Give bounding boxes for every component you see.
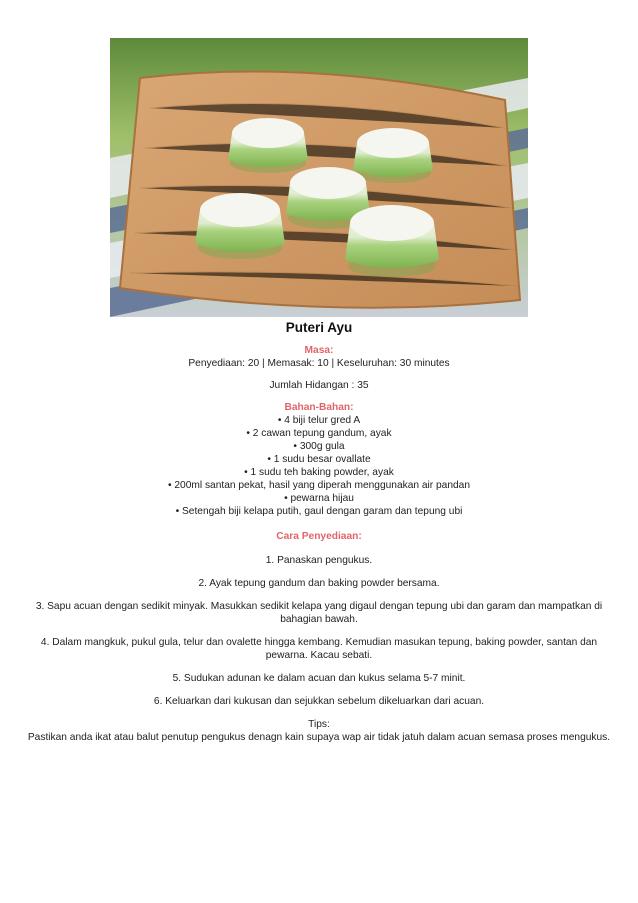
- recipe-title: Puteri Ayu: [285, 320, 353, 335]
- ingredient-item: • 1 sudu teh baking powder, ayak: [244, 467, 394, 478]
- method-step: 4. Dalam mangkuk, pukul gula, telur dan ovalette hingga kembang. Kemudian masukan tepung, baking powder, santan dan pewarna. Kacau sebati.: [40, 637, 598, 661]
- ingredient-item: • 300g gula: [293, 441, 345, 452]
- ingredient-item: • 2 cawan tepung gandum, ayak: [246, 428, 392, 439]
- recipe-photo: [110, 38, 528, 317]
- servings: Jumlah Hidangan : 35: [269, 380, 369, 391]
- kuih-1: [228, 118, 308, 173]
- ingredient-item: • 200ml santan pekat, hasil yang diperah menggunakan air pandan: [167, 480, 471, 491]
- ingredient-item: • pewarna hijau: [284, 493, 354, 504]
- ingredient-item: • 1 sudu besar ovallate: [267, 454, 371, 465]
- method-step: 2. Ayak tepung gandum dan baking powder bersama.: [198, 578, 440, 589]
- ingredients-list: [20, 414, 618, 518]
- method-step: 5. Sudukan adunan ke dalam acuan dan kukus selama 5-7 minit.: [172, 673, 466, 684]
- time-line: Penyediaan: 20 | Memasak: 10 | Keseluruhan: 30 minutes: [188, 358, 450, 369]
- method-label: Cara Penyediaan:: [276, 531, 362, 542]
- recipe-content: [20, 321, 618, 744]
- kuih-2: [353, 128, 433, 183]
- tips-text: Pastikan anda ikat atau balut penutup pengukus denagn kain supaya wap air tidak jatuh dalam acuan semasa proses mengukus.: [27, 732, 611, 743]
- method-steps: [20, 554, 618, 708]
- tips-label: Tips:: [308, 719, 330, 730]
- method-step: 3. Sapu acuan dengan sedikit minyak. Masukkan sedikit kelapa yang digaul dengan tepung ubi dan garam dan mampatkan di bahagian bawah.: [35, 601, 603, 625]
- kuih-4: [195, 193, 285, 259]
- ingredients-label: Bahan-Bahan:: [284, 402, 354, 413]
- ingredient-item: • 4 biji telur gred A: [277, 415, 361, 426]
- masa-label: Masa:: [304, 345, 334, 356]
- method-step: 6. Keluarkan dari kukusan dan sejukkan sebelum dikeluarkan dari acuan.: [153, 696, 485, 707]
- kuih-5: [345, 205, 439, 277]
- ingredient-item: • Setengah biji kelapa putih, gaul dengan garam dan tepung ubi: [175, 506, 463, 517]
- method-step: 1. Panaskan pengukus.: [265, 555, 373, 566]
- kuih-illustration: [110, 38, 528, 317]
